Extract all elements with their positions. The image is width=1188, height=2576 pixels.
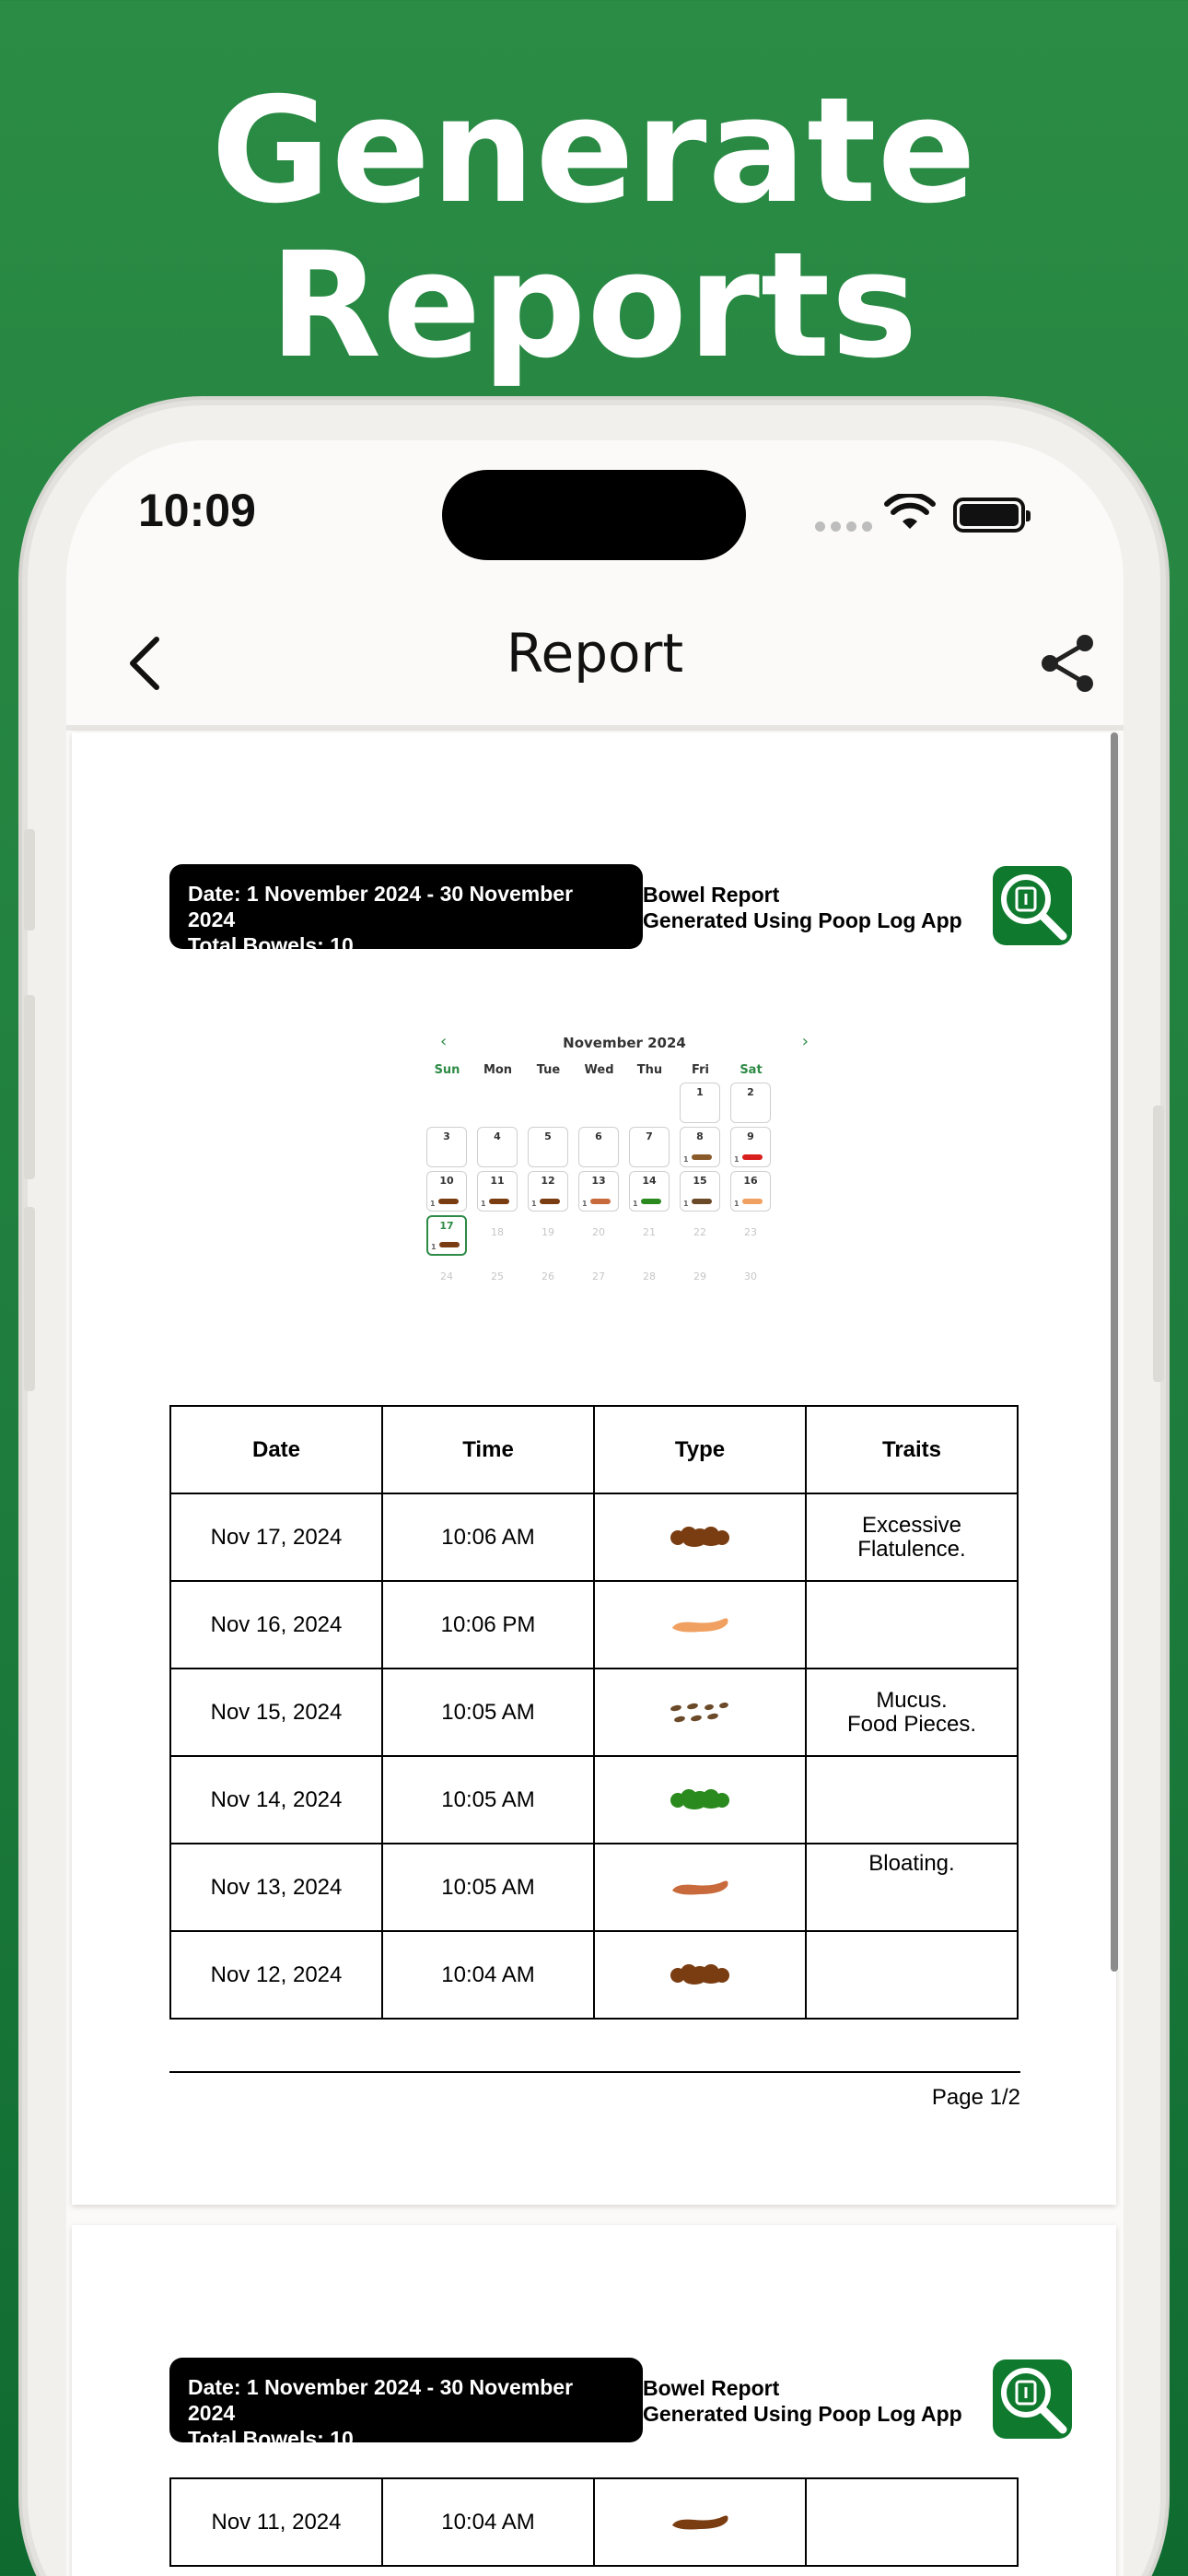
app-logo-icon — [993, 866, 1072, 945]
report-total: Total Bowels: 10 — [188, 2427, 354, 2451]
cell-date: Nov 14, 2024 — [170, 1756, 382, 1844]
report-subtitle: Generated Using Poop Log App — [643, 908, 962, 932]
calendar-day-count: 1 — [683, 1200, 689, 1208]
calendar-day-number: 5 — [544, 1130, 552, 1142]
report-date-range: Date: 1 November 2024 - 30 November 2024 — [188, 2375, 574, 2425]
report-title: Bowel Report — [643, 2376, 780, 2400]
report-subtitle: Generated Using Poop Log App — [643, 2402, 962, 2426]
cell-type — [594, 2478, 806, 2566]
calendar-day-count: 1 — [430, 1200, 436, 1208]
cell-type — [594, 1669, 806, 1756]
calendar-future-day: 22 — [693, 1226, 706, 1238]
calendar-day[interactable] — [730, 1171, 771, 1212]
battery-icon — [953, 498, 1025, 533]
calendar-day-number: 9 — [747, 1130, 754, 1142]
calendar-next-icon: › — [801, 1032, 809, 1051]
stool-type-icon — [667, 1524, 733, 1551]
calendar-day-count: 1 — [431, 1243, 437, 1251]
cell-type — [594, 1931, 806, 2019]
stool-type-icon — [667, 1961, 733, 1989]
calendar-day-number: 7 — [646, 1130, 653, 1142]
calendar-day-count: 1 — [734, 1155, 740, 1164]
calendar-day-count: 1 — [481, 1200, 486, 1208]
report-title: Bowel Report — [643, 883, 780, 907]
table-row — [170, 1493, 1018, 1581]
stool-marker-icon — [489, 1199, 509, 1204]
calendar-weekdays — [422, 1063, 827, 1077]
stool-type-icon — [667, 1786, 733, 1814]
wifi-icon — [884, 494, 936, 533]
calendar-day-number: 17 — [439, 1220, 454, 1232]
cell-traits — [806, 1931, 1018, 2019]
month-calendar — [422, 1032, 827, 1322]
col-header-type: Type — [594, 1406, 806, 1493]
col-header-traits: Traits — [806, 1406, 1018, 1493]
stool-type-icon — [667, 1611, 733, 1639]
calendar-day-number: 13 — [591, 1175, 606, 1187]
cell-traits — [806, 1844, 1018, 1931]
stool-marker-icon — [692, 1199, 712, 1204]
cell-traits — [806, 2478, 1018, 2566]
calendar-month: November 2024 — [563, 1035, 686, 1051]
calendar-day[interactable] — [426, 1127, 467, 1167]
calendar-day-number: 4 — [494, 1130, 501, 1142]
footer-divider — [169, 2071, 1020, 2073]
page-number: Page 1/2 — [931, 2085, 1020, 2110]
table-row — [170, 1669, 1018, 1756]
calendar-future-day: 29 — [693, 1270, 706, 1282]
cell-traits — [806, 1581, 1018, 1669]
weekday-label: Fri — [692, 1063, 709, 1077]
calendar-day-count: 1 — [734, 1200, 740, 1208]
cell-traits — [806, 1669, 1018, 1756]
weekday-label: Thu — [636, 1063, 663, 1077]
calendar-day-number: 15 — [693, 1175, 707, 1187]
phone-side-button — [1153, 1106, 1164, 1382]
calendar-day-number: 16 — [743, 1175, 758, 1187]
cell-time: 10:05 AM — [382, 1844, 594, 1931]
phone-side-button — [24, 995, 35, 1179]
scrollbar[interactable] — [1111, 732, 1118, 1972]
stool-marker-icon — [742, 1199, 763, 1204]
phone-side-button — [24, 829, 35, 931]
calendar-day-count: 1 — [633, 1200, 638, 1208]
calendar-future-day: 20 — [592, 1226, 605, 1238]
cell-type — [594, 1844, 806, 1931]
calendar-day-number: 14 — [642, 1175, 657, 1187]
calendar-day[interactable] — [578, 1127, 619, 1167]
headline-line1: Generate — [211, 66, 977, 236]
table-row — [170, 1931, 1018, 2019]
col-header-time: Time — [382, 1406, 594, 1493]
calendar-future-day: 30 — [744, 1270, 757, 1282]
calendar-day-number: 1 — [696, 1086, 704, 1098]
signal-icon — [815, 521, 872, 532]
calendar-day[interactable] — [528, 1127, 568, 1167]
cell-time: 10:04 AM — [382, 1931, 594, 2019]
stool-type-icon — [667, 1874, 733, 1902]
nav-title: Report — [506, 622, 684, 685]
stool-marker-icon — [540, 1199, 560, 1204]
weekday-label: Wed — [584, 1063, 614, 1077]
calendar-day[interactable] — [629, 1127, 670, 1167]
calendar-day[interactable] — [578, 1171, 619, 1212]
weekday-label: Tue — [536, 1063, 561, 1077]
calendar-day-number: 11 — [490, 1175, 505, 1187]
cell-time: 10:05 AM — [382, 1756, 594, 1844]
report-date-range: Date: 1 November 2024 - 30 November 2024 — [188, 882, 574, 931]
status-time: 10:09 — [138, 485, 256, 536]
report-title-block — [643, 2375, 1030, 2427]
calendar-day[interactable] — [680, 1127, 720, 1167]
share-icon[interactable] — [1031, 626, 1105, 700]
bowel-table-page-2 — [169, 2477, 1019, 2567]
dynamic-island — [442, 470, 746, 560]
calendar-future-day: 27 — [592, 1270, 605, 1282]
cell-time: 10:06 AM — [382, 1493, 594, 1581]
report-date-box — [169, 2358, 643, 2451]
report-title-block — [643, 882, 1030, 933]
calendar-day-count: 1 — [683, 1155, 689, 1164]
weekday-label: Sun — [434, 1063, 460, 1077]
weekday-label: Mon — [483, 1063, 513, 1077]
calendar-day-count: 1 — [531, 1200, 537, 1208]
weekday-label: Sat — [740, 1063, 763, 1077]
calendar-future-day: 23 — [744, 1226, 757, 1238]
trait-line: Flatulence. — [857, 1536, 966, 1562]
cell-type — [594, 1493, 806, 1581]
bowel-table — [169, 1405, 1019, 2020]
calendar-day[interactable] — [528, 1171, 568, 1212]
calendar-grid — [422, 1083, 827, 1322]
calendar-day-number: 12 — [541, 1175, 555, 1187]
calendar-day-count: 1 — [582, 1200, 588, 1208]
stool-marker-icon — [742, 1154, 763, 1160]
table-row — [170, 1756, 1018, 1844]
report-date-box — [169, 864, 643, 957]
cell-date: Nov 17, 2024 — [170, 1493, 382, 1581]
calendar-future-day: 28 — [643, 1270, 656, 1282]
nav-bar — [66, 599, 1124, 728]
calendar-day[interactable] — [730, 1083, 771, 1123]
cell-traits — [806, 1493, 1018, 1581]
stool-marker-icon — [439, 1242, 460, 1247]
trait-line: Food Pieces. — [846, 1711, 977, 1737]
calendar-future-day: 21 — [643, 1226, 656, 1238]
calendar-day[interactable] — [680, 1083, 720, 1123]
cell-type — [594, 1581, 806, 1669]
calendar-future-day: 24 — [440, 1270, 453, 1282]
calendar-prev-icon: ‹ — [440, 1032, 448, 1051]
col-header-date: Date — [170, 1406, 382, 1493]
stool-marker-icon — [641, 1199, 661, 1204]
calendar-future-day: 25 — [491, 1270, 504, 1282]
cell-time: 10:04 AM — [382, 2478, 594, 2566]
app-logo-icon — [993, 2359, 1072, 2439]
calendar-day-number: 2 — [747, 1086, 754, 1098]
trait-line: Mucus. — [876, 1687, 948, 1713]
calendar-future-day: 19 — [542, 1226, 554, 1238]
trait-line: Bloating. — [868, 1851, 955, 1876]
nav-divider — [66, 725, 1124, 731]
stool-marker-icon — [692, 1154, 712, 1160]
calendar-day[interactable] — [477, 1171, 518, 1212]
cell-date: Nov 12, 2024 — [170, 1931, 382, 2019]
stool-type-icon — [667, 1699, 733, 1727]
calendar-day-number: 8 — [696, 1130, 704, 1142]
calendar-future-day: 18 — [491, 1226, 504, 1238]
calendar-day[interactable] — [680, 1171, 720, 1212]
cell-date: Nov 13, 2024 — [170, 1844, 382, 1931]
calendar-day[interactable] — [477, 1127, 518, 1167]
cell-date: Nov 15, 2024 — [170, 1669, 382, 1756]
cell-date: Nov 11, 2024 — [170, 2478, 382, 2566]
table-row — [170, 2478, 1018, 2566]
calendar-day[interactable] — [730, 1127, 771, 1167]
cell-type — [594, 1756, 806, 1844]
phone-side-button — [24, 1207, 35, 1391]
table-row — [170, 1581, 1018, 1669]
calendar-future-day: 26 — [542, 1270, 554, 1282]
calendar-day-number: 6 — [595, 1130, 602, 1142]
table-row — [170, 1844, 1018, 1931]
stool-marker-icon — [438, 1199, 459, 1204]
cell-date: Nov 16, 2024 — [170, 1581, 382, 1669]
cell-traits — [806, 1756, 1018, 1844]
headline — [0, 66, 1188, 391]
trait-line: Excessive — [861, 1512, 962, 1538]
headline-line2: Reports — [269, 221, 919, 391]
report-page-2 — [72, 2225, 1116, 2576]
stool-marker-icon — [590, 1199, 611, 1204]
cell-time: 10:05 AM — [382, 1669, 594, 1756]
calendar-day[interactable] — [426, 1215, 467, 1256]
stool-type-icon — [667, 2509, 733, 2536]
calendar-day-number: 3 — [443, 1130, 450, 1142]
table-header-row — [170, 1406, 1018, 1493]
calendar-day-number: 10 — [439, 1175, 454, 1187]
calendar-day[interactable] — [426, 1171, 467, 1212]
report-total: Total Bowels: 10 — [188, 933, 354, 957]
cell-time: 10:06 PM — [382, 1581, 594, 1669]
calendar-day[interactable] — [629, 1171, 670, 1212]
report-page-1 — [72, 732, 1116, 2205]
